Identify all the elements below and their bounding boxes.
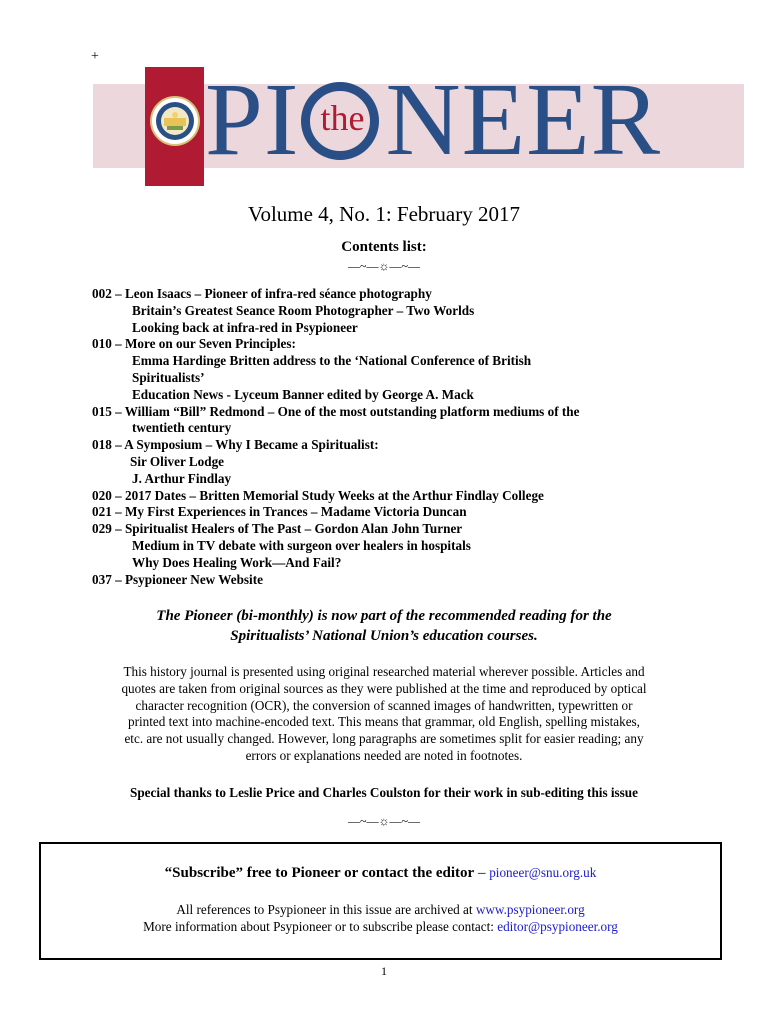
snu-seal-logo (150, 96, 200, 146)
contents-list (92, 286, 712, 588)
issue-title: Volume 4, No. 1: February 2017 (247, 202, 520, 226)
contents-item: 018 – A Symposium – Why I Became a Spiritualist: (92, 437, 379, 453)
notice-line: Spiritualists’ National Union’s education courses. (230, 628, 538, 644)
contents-item: 021 – My First Experiences in Trances – Madame Victoria Duncan (92, 504, 467, 520)
contents-heading: Contents list: (341, 239, 427, 255)
contents-item: 015 – William “Bill” Redmond – One of the most outstanding platform mediums of the (92, 403, 580, 419)
history-line: errors or explanations needed are noted in footnotes. (245, 747, 523, 763)
contents-item: 029 – Spiritualist Healers of The Past – Gordon Alan John Turner (92, 521, 463, 537)
archive-link[interactable]: www.psypioneer.org (475, 902, 585, 917)
editor-email-link[interactable]: editor@psypioneer.org (497, 918, 618, 934)
reading-notice (60, 606, 708, 646)
pioneer-email-link[interactable]: pioneer@snu.org.uk (489, 865, 597, 880)
history-line: This history journal is presented using original researched material wherever possible. Articles and (123, 664, 645, 679)
history-line: printed text into machine-encoded text. This means that grammar, old English, spelling mistakes, (128, 714, 640, 730)
subscribe-line (41, 865, 720, 882)
contents-item: 002 – Leon Isaacs – Pioneer of infra-red séance photography (92, 286, 432, 301)
notice-line: The Pioneer (bi-monthly) is now part of the recommended reading for the (156, 608, 612, 624)
pioneer-wordmark (205, 62, 662, 177)
contents-item: 020 – 2017 Dates – Britten Memorial Study Weeks at the Arthur Findlay College (92, 487, 544, 503)
subscribe-info (41, 902, 720, 935)
contents-item: twentieth century (132, 420, 232, 436)
page-number: 1 (381, 964, 387, 978)
contact-text: More information about Psypioneer or to subscribe please contact: (143, 918, 498, 934)
subscribe-dash: – (474, 865, 490, 881)
history-line: character recognition (OCR), the conversion of scanned images of handwritten, typewritten or (135, 697, 633, 713)
corner-mark: + (91, 49, 99, 64)
contents-item: J. Arthur Findlay (132, 470, 232, 486)
contents-item: Sir Oliver Lodge (130, 453, 225, 469)
contents-item: Emma Hardinge Britten address to the ‘National Conference of British (132, 353, 532, 369)
contents-item: Looking back at infra-red in Psypioneer (132, 319, 358, 335)
contents-item: Britain’s Greatest Seance Room Photographer – Two Worlds (132, 302, 475, 318)
history-line: etc. are not usually changed. However, long paragraphs are sometimes split for easier reading; any (124, 731, 644, 747)
contents-item: 010 – More on our Seven Principles: (92, 336, 296, 352)
contents-item: Why Does Healing Work—And Fail? (132, 554, 342, 570)
contents-item: Spiritualists’ (132, 369, 205, 385)
section-divider: —~—☼—~— (348, 259, 420, 273)
history-line: quotes are taken from original sources as they were published at the time and reproduced by optical (121, 680, 647, 696)
archive-text: All references to Psypioneer in this issue are archived at (176, 902, 476, 917)
thanks-line: Special thanks to Leslie Price and Charles Coulston for their work in sub-editing this issue (129, 785, 638, 800)
subscribe-lead: “Subscribe” free to Pioneer or contact the editor (164, 865, 475, 881)
history-paragraph (64, 664, 704, 765)
wordmark-o-ring (299, 82, 385, 160)
subscribe-box (39, 842, 722, 960)
wordmark-the: the (320, 98, 365, 138)
section-divider: —~—☼—~— (348, 814, 420, 828)
contents-item: Education News - Lyceum Banner edited by George A. Mack (132, 386, 474, 402)
contents-item: 037 – Psypioneer New Website (92, 571, 263, 587)
wordmark-right: NEER (385, 62, 662, 177)
wordmark-left: PI (205, 62, 300, 177)
contents-item: Medium in TV debate with surgeon over healers in hospitals (132, 537, 471, 553)
